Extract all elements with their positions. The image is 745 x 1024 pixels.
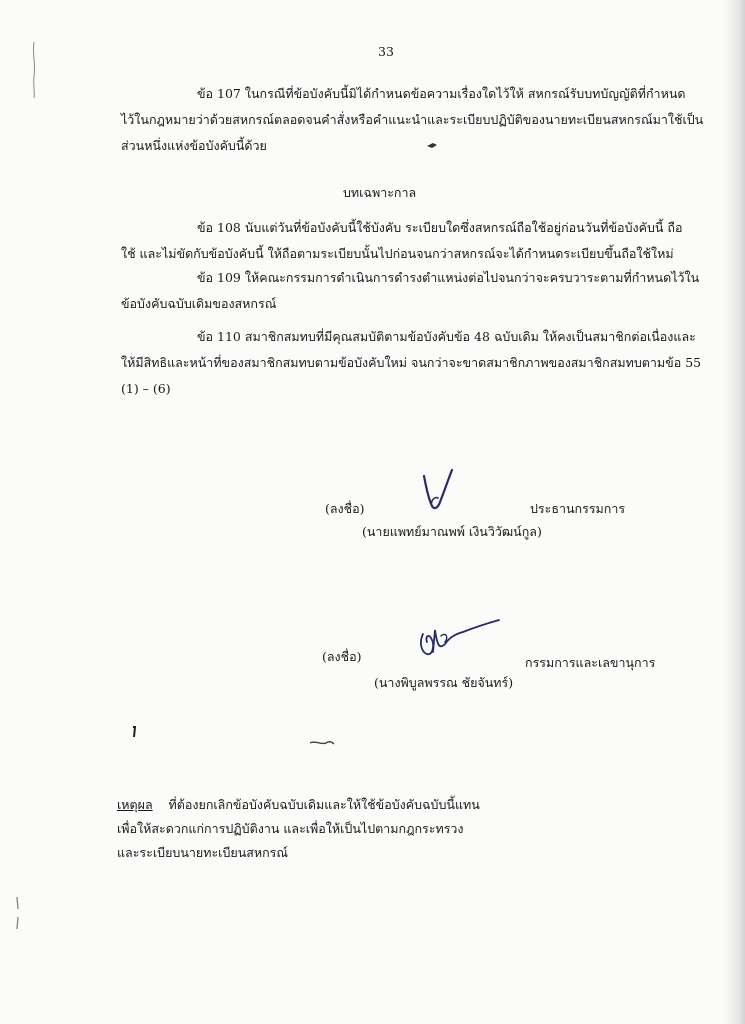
signature-2-name: (นางพิบูลพรรณ ชัยจันทร์) [374,675,514,690]
reason-label: เหตุผล [117,797,153,812]
clause-108-line-2: ใช้ และไม่ขัดกับข้อบังคับนี้ ให้ถือตามระเบียบนั้นไปก่อนจนกว่าสหกรณ์จะได้กำหนดระเบียบขึ้นถือใช้ใหม่ [121,246,674,261]
clause-110-line-2: ให้มีสิทธิและหน้าที่ของสมาชิกสมทบตามข้อบังคับใหม่ จนกว่าจะขาดสมาชิกภาพของสมาชิกสมทบตามข้อ 55 [121,355,702,370]
transitional-heading: บทเฉพาะกาล [343,185,417,200]
signature-2-position: กรรมการและเลขานุการ [525,655,656,670]
reason-line-1 [117,797,480,813]
page-edge-shadow [723,0,745,1024]
clause-109-line-2: ข้อบังคับฉบับเดิมของสหกรณ์ [121,296,277,311]
chairman-signature [418,466,458,514]
reason-line-3: และระเบียบนายทะเบียนสหกรณ์ [117,845,288,860]
clause-107-line-1: ข้อ 107 ในกรณีที่ข้อบังคับนี้มิได้กำหนดข้อความเรื่องใดไว้ให้ สหกรณ์รับบทบัญญัติที่กำหนด [197,86,686,101]
reason-line-2: เพื่อให้สะดวกแก่การปฏิบัติงาน และเพื่อให้เป็นไปตามกฎกระทรวง [117,821,464,836]
clause-109-line-1: ข้อ 109 ให้คณะกรรมการดำเนินการดำรงตำแหน่งต่อไปจนกว่าจะครบวาระตามที่กำหนดไว้ใน [197,270,700,285]
clause-107-line-3: ส่วนหนึ่งแห่งข้อบังคับนี้ด้วย [121,138,267,153]
secretary-signature [415,614,503,666]
margin-mark [130,726,138,738]
scan-scratch-bottom [12,895,24,935]
signature-2-label: (ลงชื่อ) [322,649,362,664]
ink-mark [425,140,439,150]
signature-1-label: (ลงชื่อ) [325,501,365,516]
clause-108-line-1: ข้อ 108 นับแต่วันที่ข้อบังคับนี้ใช้บังคับ ระเบียบใดซึ่งสหกรณ์ถือใช้อยู่ก่อนวันที่ข้อบังคับนี้ ถือ [197,220,683,235]
reason-text-1: ที่ต้องยกเลิกข้อบังคับฉบับเดิมและให้ใช้ข้อบังคับฉบับนี้แทน [168,797,480,812]
scan-scratch-top [28,40,42,100]
clause-107-line-2: ไว้ในกฎหมายว่าด้วยสหกรณ์ตลอดจนคำสั่งหรือคำแนะนำและระเบียบปฏิบัติของนายทะเบียนสหกรณ์มาใช้เป็น [121,112,704,127]
clause-110-line-1: ข้อ 110 สมาชิกสมทบที่มีคุณสมบัติตามข้อบังคับข้อ 48 ฉบับเดิม ให้คงเป็นสมาชิกต่อเนื่องและ [197,329,696,344]
clause-110-line-3: (1) – (6) [121,381,171,396]
page-number: 33 [378,44,394,59]
signature-1-position: ประธานกรรมการ [530,501,626,516]
signature-1-name: (นายแพทย์มาณพพ์ เงินวิวัฒน์กูล) [362,524,542,539]
ink-smudge [308,738,336,748]
